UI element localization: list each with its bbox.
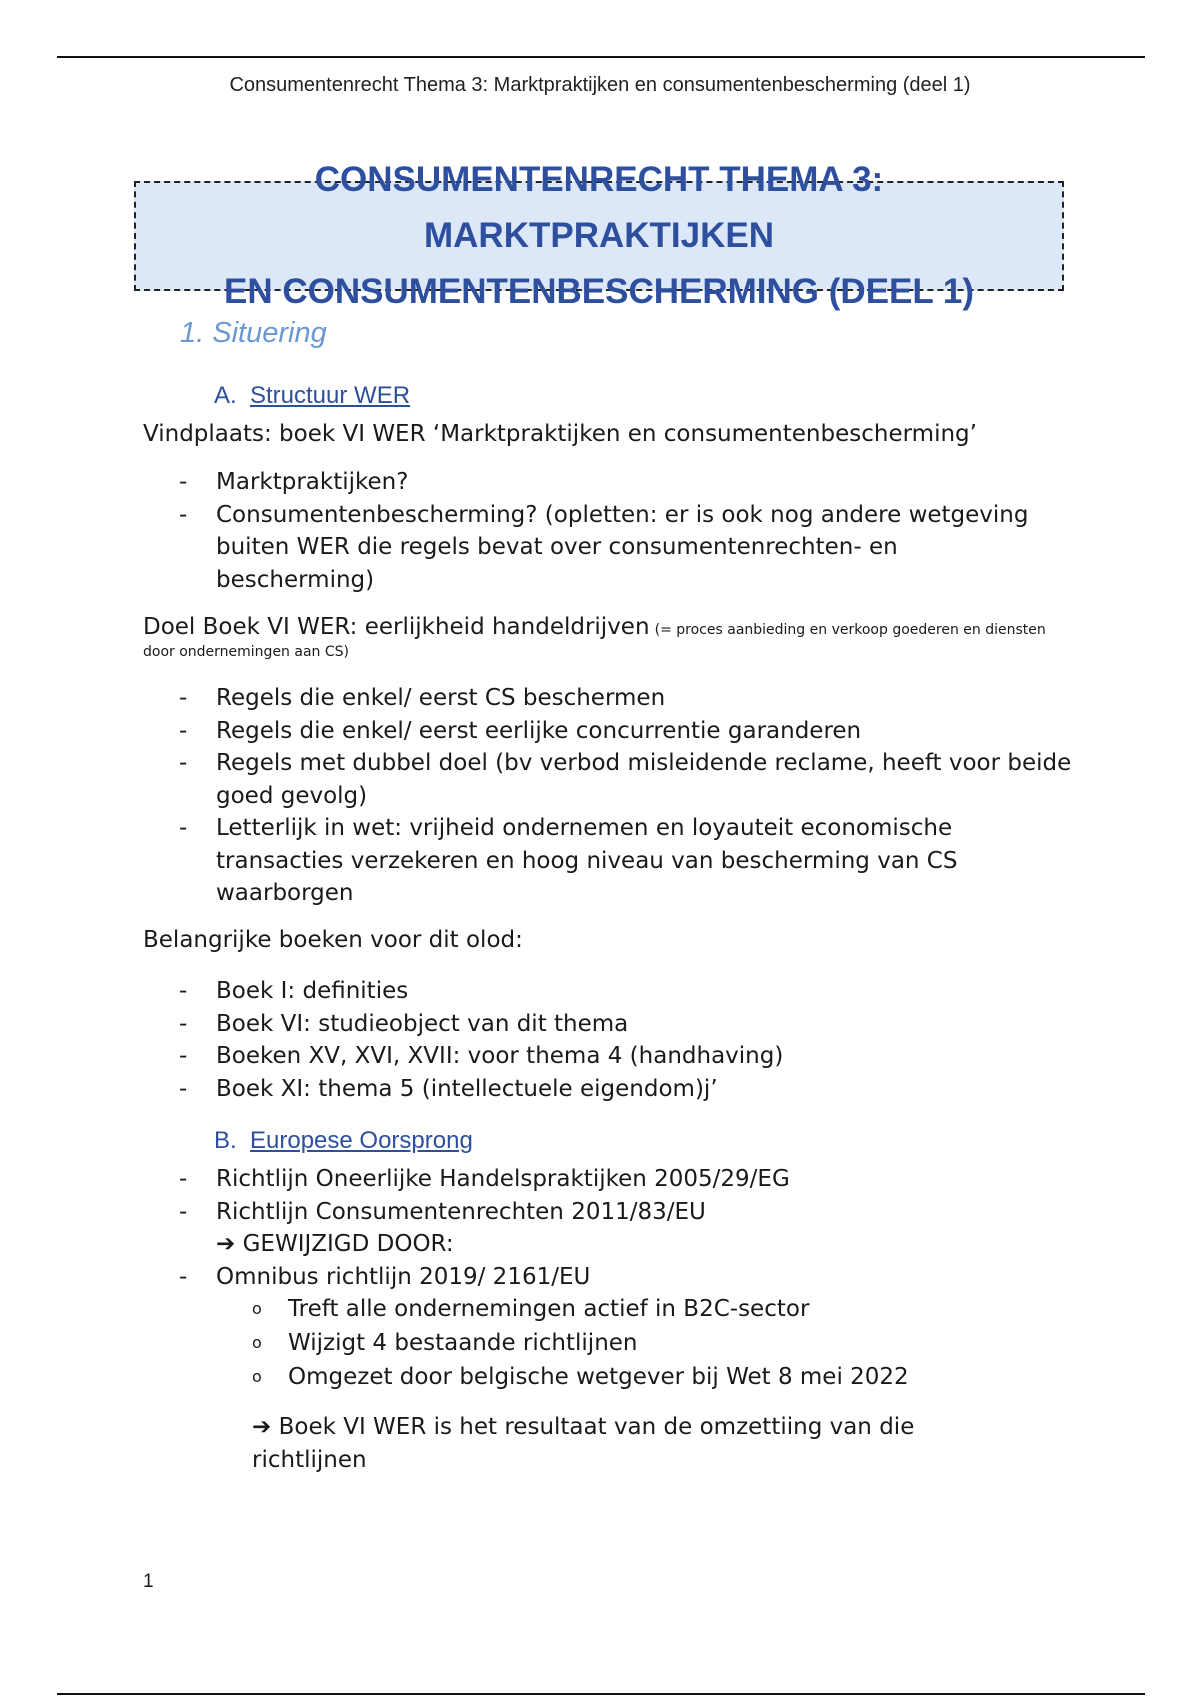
list-item: o Treft alle ondernemingen actief in B2C-sector [252, 1292, 1072, 1326]
dash-bullet: - [179, 1166, 188, 1192]
title-line-2: EN CONSUMENTENBESCHERMING (DEEL 1) [224, 272, 974, 311]
circle-bullet: o [252, 1333, 262, 1352]
list-item: - Richtlijn Consumentenrechten 2011/83/EU ➔ GEWIJZIGD DOOR: [143, 1196, 1063, 1261]
vindplaats-text: Vindplaats: boek VI WER ‘Marktpraktijken en consumentenbescherming’ [143, 421, 977, 447]
list-item: o Omgezet door belgische wetgever bij Wet 8 mei 2022 [252, 1360, 1072, 1394]
list-item: o Wijzigt 4 bestaande richtlijnen [252, 1326, 1072, 1360]
dash-bullet: - [179, 978, 188, 1004]
list-item: - Boek VI: studieobject van dit thema [143, 1008, 1063, 1041]
page-number: 1 [143, 1571, 154, 1592]
doel-text: Doel Boek VI WER: eerlijkheid handeldrijven [143, 614, 650, 640]
gewijzigd-label: GEWIJZIGD DOOR: [242, 1231, 454, 1257]
list-item: - Regels die enkel/ eerst eerlijke concurrentie garanderen [143, 715, 1073, 748]
running-header: Consumentenrecht Thema 3: Marktpraktijken en consumentenbescherming (deel 1) [229, 74, 971, 96]
list-item: - Boeken XV, XVI, XVII: voor thema 4 (handhaving) [143, 1040, 1063, 1073]
list-item: - Marktpraktijken? [143, 466, 1063, 499]
list-omnibus [252, 1292, 1072, 1394]
dash-bullet: - [179, 501, 188, 528]
subsection-number: B. [214, 1127, 237, 1154]
dash-bullet: - [179, 1010, 188, 1037]
dash-bullet: - [179, 750, 188, 776]
list-item: - Boek XI: thema 5 (intellectuele eigendom)j’ [143, 1073, 1063, 1106]
dash-bullet: - [179, 815, 188, 841]
list-item: - Boek I: definities [143, 975, 1063, 1008]
subsection-heading-a [214, 382, 410, 410]
list-structuur [143, 466, 1063, 596]
circle-bullet: o [252, 1299, 262, 1318]
dash-bullet: - [179, 1263, 188, 1290]
circle-bullet: o [252, 1367, 262, 1386]
list-item: - Regels die enkel/ eerst CS beschermen [143, 682, 1073, 715]
arrow-icon: ➔ [216, 1231, 236, 1257]
subsection-heading-b [214, 1127, 473, 1155]
header-rule [57, 56, 1145, 58]
dash-bullet: - [179, 685, 188, 711]
document-title [136, 152, 1062, 320]
dash-bullet: - [179, 717, 188, 744]
conclusion-text: Boek VI WER is het resultaat van de omzettiing van die richtlijnen [252, 1414, 915, 1473]
list-item: - Consumentenbescherming? (opletten: er is ook nog andere wetgeving buiten WER die regels bevat over consumentenrechten- en bescherming) [143, 499, 1063, 597]
list-doel [143, 682, 1073, 910]
arrow-icon: ➔ [252, 1414, 272, 1440]
dash-bullet: - [179, 1075, 188, 1102]
doel-paragraph [143, 616, 1073, 662]
subsection-number: A. [214, 382, 237, 409]
conclusion-paragraph [252, 1411, 1012, 1477]
list-item: - Regels met dubbel doel (bv verbod misleidende reclame, heeft voor beide goed gevolg) [143, 747, 1073, 812]
doel-note: (= proces aanbieding en verkoop goederen en diensten door ondernemingen aan CS) [143, 622, 1046, 660]
dash-bullet: - [179, 1043, 188, 1069]
subsection-label: Structuur WER [250, 382, 411, 409]
list-boeken [143, 975, 1063, 1105]
footer-rule [57, 1693, 1145, 1695]
section-heading-situering: 1. Situering [180, 317, 327, 349]
title-box [134, 160, 1064, 311]
dash-bullet: - [179, 1198, 188, 1225]
title-line-1: CONSUMENTENRECHT THEMA 3: MARKTPRAKTIJKEN [314, 160, 884, 255]
boeken-intro: Belangrijke boeken voor dit olod: [143, 927, 523, 953]
dash-bullet: - [179, 469, 188, 495]
list-item: - Omnibus richtlijn 2019/ 2161/EU [143, 1261, 1063, 1294]
list-item: - Letterlijk in wet: vrijheid ondernemen en loyauteit economische transacties verzekeren en hoog niveau van bescherming van CS waarborgen [143, 812, 1073, 910]
list-richtlijnen [143, 1163, 1063, 1293]
subsection-label: Europese Oorsprong [250, 1127, 473, 1154]
list-item: - Richtlijn Oneerlijke Handelspraktijken 2005/29/EG [143, 1163, 1063, 1196]
